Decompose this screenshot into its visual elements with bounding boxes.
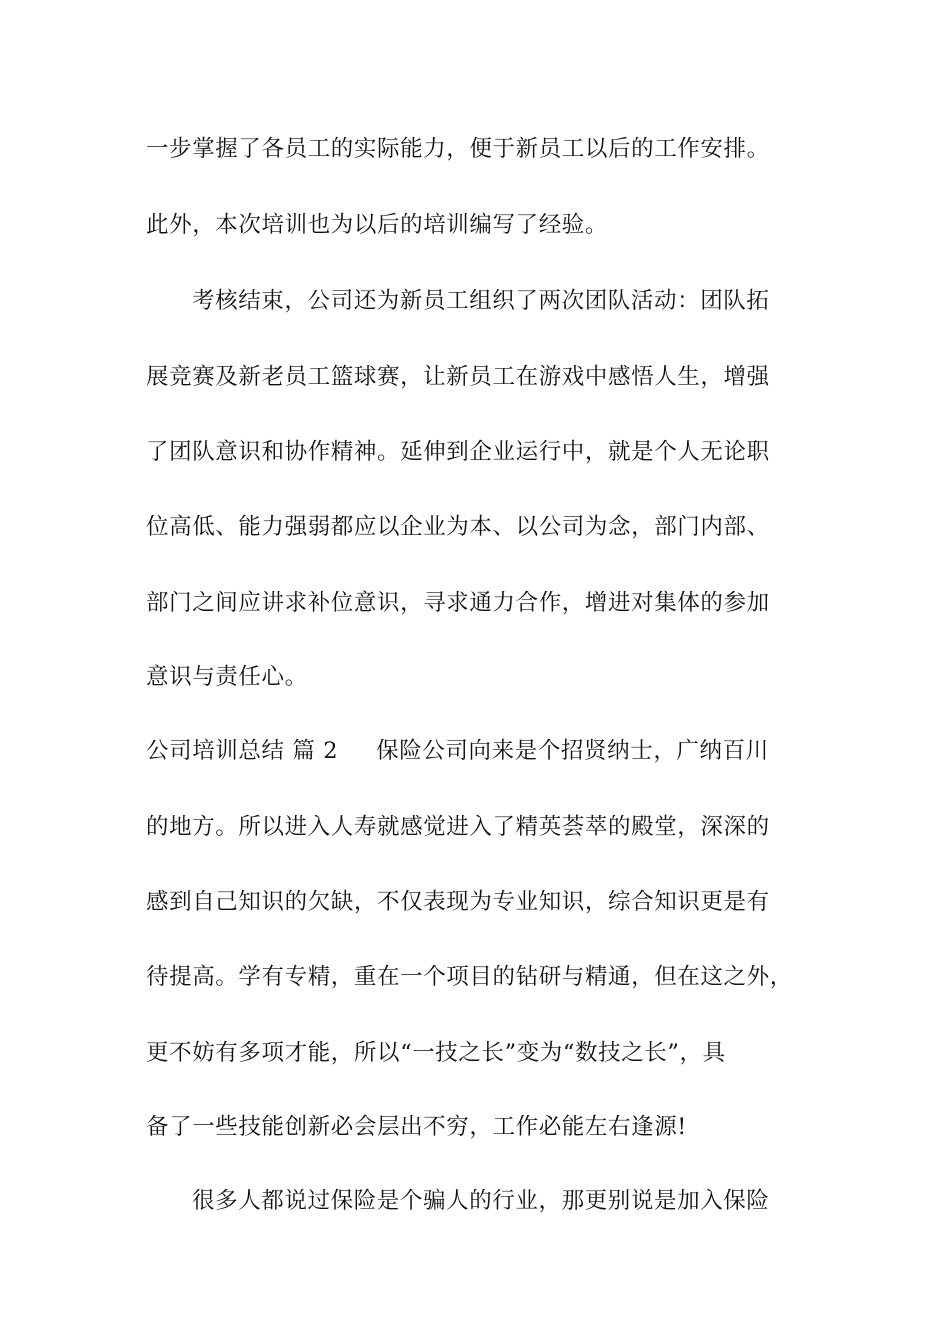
paragraph-line-4: 展竞赛及新老员工篮球赛，让新员工在游戏中感悟人生，增强 <box>146 364 770 390</box>
section-heading-title: 公司培训总结 篇 2 <box>146 738 339 764</box>
paragraph-line-13: 备了一些技能创新必会层出不穷，工作必能左右逢源! <box>146 1114 687 1140</box>
paragraph-line-14: 很多人都说过保险是个骗人的行业，那更别说是加入保险 <box>192 1188 770 1214</box>
paragraph-line-2: 此外，本次培训也为以后的培训编写了经验。 <box>146 212 609 238</box>
section-heading-text: 保险公司向来是个招贤纳士，广纳百川 <box>376 738 769 764</box>
section-heading-line <box>146 736 846 766</box>
paragraph-line-1: 一步掌握了各员工的实际能力，便于新员工以后的工作安排。 <box>146 136 770 162</box>
paragraph-line-9: 的地方。所以进入人寿就感觉进入了精英荟萃的殿堂，深深的 <box>146 814 770 840</box>
paragraph-line-6: 位高低、能力强弱都应以企业为本、以公司为念，部门内部、 <box>146 514 770 540</box>
paragraph-line-7: 部门之间应讲求补位意识，寻求通力合作，增进对集体的参加 <box>146 590 770 616</box>
paragraph-line-5: 了团队意识和协作精神。延伸到企业运行中，就是个人无论职 <box>146 439 770 465</box>
paragraph-line-11: 待提高。学有专精，重在一个项目的钻研与精通，但在这之外， <box>146 964 793 990</box>
paragraph-line-12: 更不妨有多项才能，所以“一技之长”变为“数技之长”，具 <box>146 1040 726 1066</box>
paragraph-line-3: 考核结束，公司还为新员工组织了两次团队活动：团队拓 <box>192 288 770 314</box>
paragraph-line-10: 感到自己知识的欠缺，不仅表现为专业知识，综合知识更是有 <box>146 889 770 915</box>
paragraph-line-8: 意识与责任心。 <box>146 664 308 690</box>
